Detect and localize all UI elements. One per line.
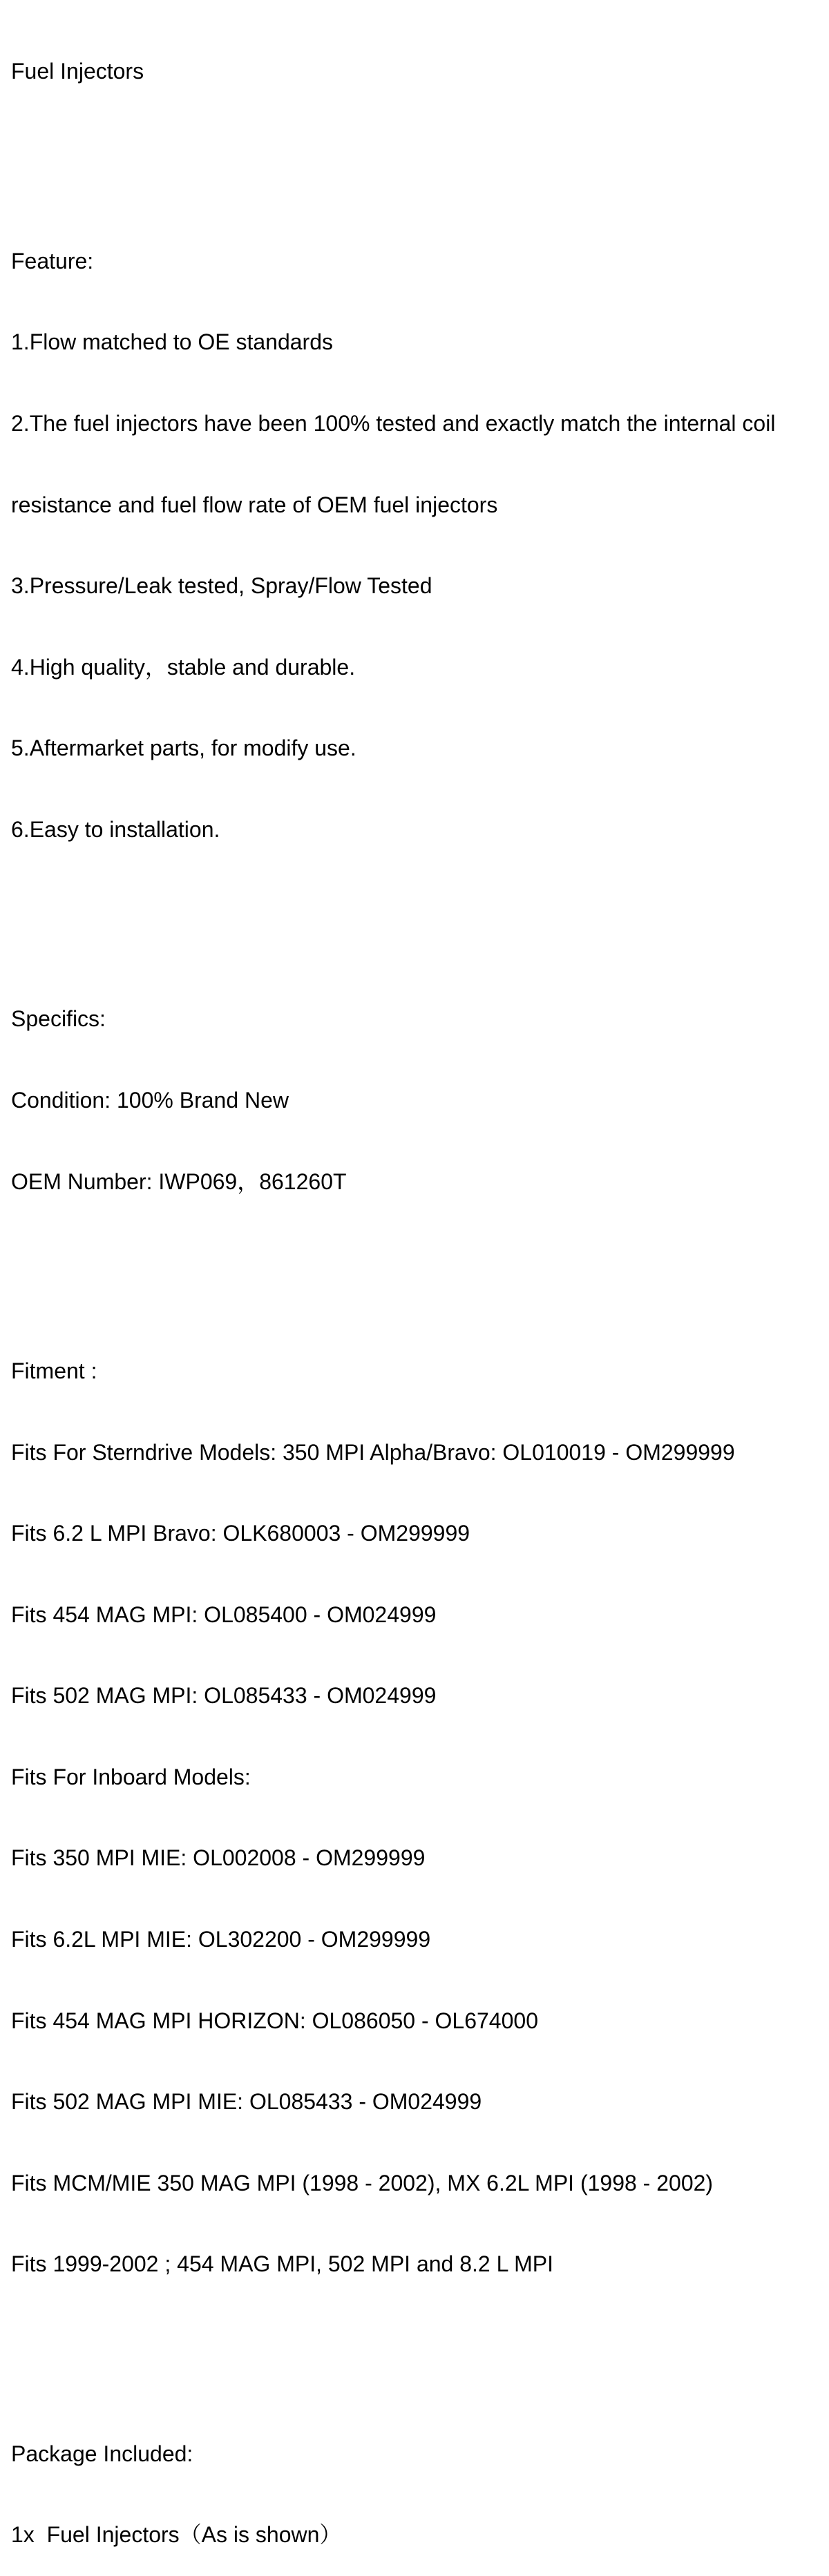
fitment-item: Fits 6.2L MPI MIE: OL302200 - OM299999	[11, 1927, 431, 1952]
spacer	[11, 1249, 819, 1276]
specifics-item: Condition: 100% Brand New	[11, 1087, 289, 1113]
feature-item: 4.High quality，stable and durable.	[11, 654, 356, 680]
package-heading: Package Included:	[11, 2441, 193, 2466]
package-item: 1x Fuel Injectors（As is shown）	[11, 2522, 342, 2548]
feature-item: 5.Aftermarket parts, for modify use.	[11, 736, 356, 761]
feature-heading: Feature:	[11, 248, 94, 273]
feature-item: 2.The fuel injectors have been 100% tested and exactly match the internal coil	[11, 410, 776, 436]
feature-item: 6.Easy to installation.	[11, 816, 220, 842]
fitment-item: Fits MCM/MIE 350 MAG MPI (1998 - 2002), MX 6.2L MPI (1998 - 2002)	[11, 2170, 714, 2195]
feature-item: resistance and fuel flow rate of OEM fuel injectors	[11, 492, 498, 517]
spacer	[11, 898, 819, 925]
fitment-heading: Fitment :	[11, 1358, 97, 1383]
fitment-item: Fits 502 MAG MPI: OL085433 - OM024999	[11, 1683, 437, 1709]
product-description	[11, 4, 819, 2576]
fitment-item: Fits For Inboard Models:	[11, 1764, 251, 1789]
fitment-item: Fits 1999-2002 ; 454 MAG MPI, 502 MPI and 8.2 L MPI	[11, 2251, 553, 2277]
feature-item: 1.Flow matched to OE standards	[11, 329, 333, 355]
fitment-item: Fits For Sterndrive Models: 350 MPI Alpha/Bravo: OL010019 - OM299999	[11, 1439, 735, 1465]
specifics-heading: Specifics:	[11, 1006, 106, 1032]
feature-item: 3.Pressure/Leak tested, Spray/Flow Tested	[11, 573, 432, 599]
spacer	[11, 2332, 819, 2359]
fitment-item: Fits 6.2 L MPI Bravo: OLK680003 - OM299999	[11, 1521, 470, 1546]
specifics-item: OEM Number: IWP069，861260T	[11, 1169, 347, 1194]
spacer	[11, 140, 819, 166]
document-title: Fuel Injectors	[11, 59, 144, 84]
fitment-item: Fits 350 MPI MIE: OL002008 - OM299999	[11, 1845, 426, 1871]
fitment-item: Fits 454 MAG MPI HORIZON: OL086050 - OL674000	[11, 2008, 538, 2033]
fitment-item: Fits 454 MAG MPI: OL085400 - OM024999	[11, 1602, 437, 1627]
fitment-item: Fits 502 MAG MPI MIE: OL085433 - OM024999	[11, 2089, 482, 2115]
